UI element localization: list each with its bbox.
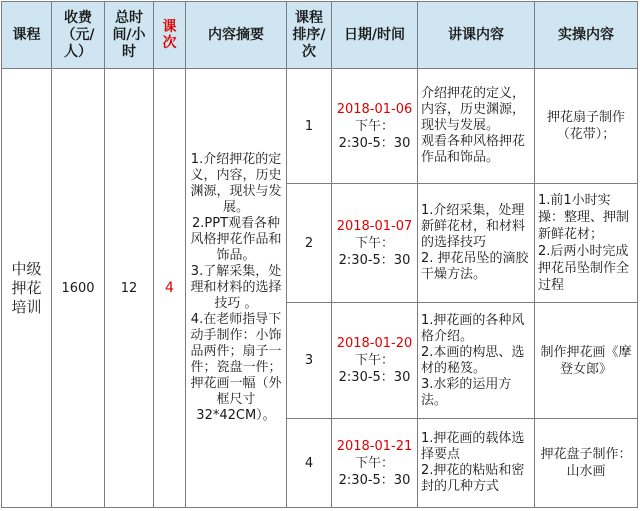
content-summary [186, 69, 287, 508]
lecture-line: 观看各种风格押花作品和饰品。 [421, 134, 526, 165]
header-lecture: 讲课内容 [418, 2, 535, 69]
header-practice: 实操内容 [535, 2, 638, 69]
lecture-content [418, 184, 535, 303]
session-date: 2018-01-06 [336, 101, 413, 117]
header-course: 课程 [2, 2, 52, 69]
lecture-line: 2.本画的构思、选材的秘笈。 [421, 344, 525, 376]
practice-line: 1.前1小时实操：整理、押制新鲜花材； [538, 193, 630, 242]
session-time: 2:30-5：30 [338, 370, 411, 385]
header-order: 课程排序/次 [287, 2, 332, 69]
session-time: 2:30-5：30 [338, 472, 411, 488]
session-period: 下午： [354, 118, 394, 134]
summary-item: 4.在老师指导下动手制作：小饰品两件；扇子一件；瓷盘一件；押花画一幅（外框尺寸32*42CM）。 [190, 312, 282, 423]
session-period: 下午： [354, 353, 394, 368]
session-period: 下午： [354, 455, 394, 471]
course-hours: 12 [105, 69, 154, 508]
session-time: 2:30-5：30 [338, 135, 411, 151]
session-date: 2018-01-07 [336, 218, 413, 234]
course-name: 中级押花培训 [2, 69, 52, 508]
course-schedule-table [1, 1, 638, 508]
header-summary: 内容摘要 [186, 2, 287, 69]
lecture-line: 1.押花画的各种风格介绍。 [421, 312, 525, 344]
lecture-line: 3.水彩的运用方法。 [421, 376, 512, 408]
lecture-line: 介绍押花的定义，内容，历史渊源，现状与发展。 [421, 86, 526, 133]
session-order: 2 [287, 184, 332, 303]
session-time: 2:30-5：30 [338, 252, 411, 268]
lecture-line: 2. 押花吊坠的滴胶干燥方法。 [421, 251, 529, 282]
header-row [2, 2, 638, 69]
session-datetime [332, 419, 418, 508]
practice-line: 押花盘子制作：山水画 [540, 447, 632, 479]
practice-content [535, 419, 638, 508]
session-order: 1 [287, 69, 332, 184]
practice-line: 制作押花画《摩登女郎》 [540, 344, 632, 377]
lecture-line: 2.押花的粘贴和密封的几种方式 [421, 463, 525, 494]
lecture-content [418, 69, 535, 184]
lecture-content [418, 303, 535, 419]
session-datetime [332, 69, 418, 184]
header-sessions: 课次 [154, 2, 186, 69]
practice-content [535, 303, 638, 419]
course-fee: 1600 [52, 69, 105, 508]
course-sessions: 4 [154, 69, 186, 508]
session-order: 3 [287, 303, 332, 419]
session-date: 2018-01-20 [336, 336, 413, 351]
header-fee: 收费（元/人） [52, 2, 105, 69]
lecture-content [418, 419, 535, 508]
lecture-line: 1.押花画的载体选择要点 [421, 431, 525, 462]
session-datetime [332, 184, 418, 303]
lecture-line: 1.介绍采集，处理新鲜花材，和材料的选择技巧 [421, 203, 526, 250]
practice-content [535, 69, 638, 184]
session-order: 4 [287, 419, 332, 508]
summary-item: 2.PPT观看各种风格押花作品和饰品。 [190, 216, 282, 263]
practice-line: 2.后两小时完成押花吊坠制作全过程 [538, 244, 630, 293]
session-datetime [332, 303, 418, 419]
summary-item: 1.介绍押花的定义，内容，历史渊源，现状与发展。 [190, 152, 282, 215]
practice-content [535, 184, 638, 303]
table-row [2, 69, 638, 184]
header-hours: 总时间/小时 [105, 2, 154, 69]
session-date: 2018-01-21 [336, 438, 413, 454]
summary-item: 3.了解采集，处理和材料的选择技巧 。 [190, 264, 282, 311]
session-period: 下午： [354, 235, 394, 251]
practice-line: 押花扇子制作（花带）； [546, 110, 625, 142]
header-datetime: 日期/时间 [332, 2, 418, 69]
